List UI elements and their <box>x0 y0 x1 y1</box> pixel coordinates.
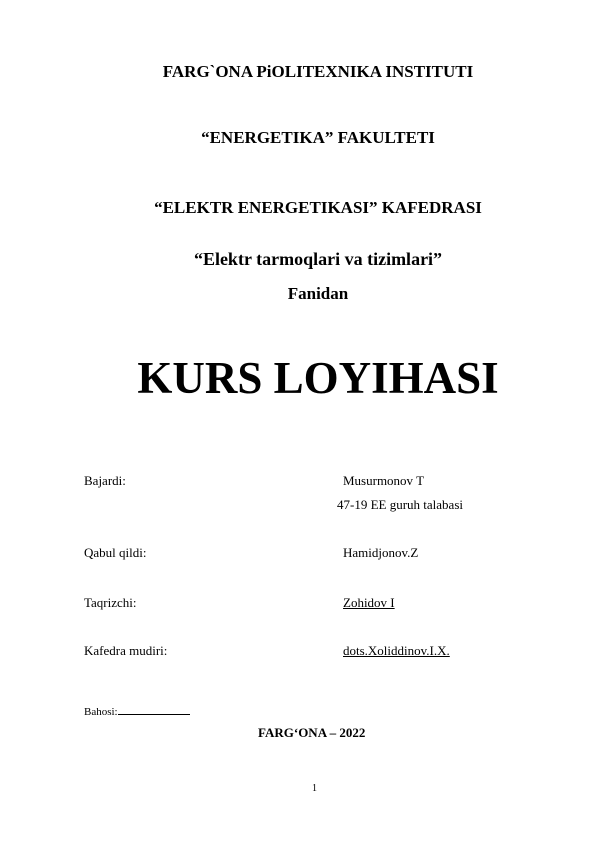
accepted-by-name: Hamidjonov.Z <box>343 545 419 560</box>
grade-blank-line <box>118 704 190 715</box>
subject-suffix: Fanidan <box>287 284 349 303</box>
city-year: FARG‘ONA – 2022 <box>258 725 366 740</box>
performer-group: 47-19 EE guruh talabasi <box>337 497 463 512</box>
department-name: “ELEKTR ENERGETIKASI” KAFEDRASI <box>154 198 482 217</box>
institute-name: FARG`ONA PiOLITEXNIKA INSTITUTI <box>162 62 474 81</box>
grade-label: Bahosi: <box>84 706 118 718</box>
performer-name: Musurmonov T <box>343 473 425 488</box>
head-of-department-label: Kafedra mudiri: <box>84 643 168 658</box>
performer-label: Bajardi: <box>84 473 126 488</box>
subject-name: “Elektr tarmoqlari va tizimlari” <box>193 249 443 269</box>
head-of-department-name: dots.Xoliddinov.I.X. <box>343 643 450 658</box>
page-number: 1 <box>312 783 317 794</box>
reviewer-name: Zohidov I <box>343 595 395 610</box>
grade-field <box>84 704 190 718</box>
accepted-by-label: Qabul qildi: <box>84 545 147 560</box>
document-title: KURS LOYIHASI <box>137 353 499 403</box>
reviewer-label: Taqrizchi: <box>84 595 137 610</box>
faculty-name: “ENERGETIKA” FAKULTETI <box>201 128 435 147</box>
